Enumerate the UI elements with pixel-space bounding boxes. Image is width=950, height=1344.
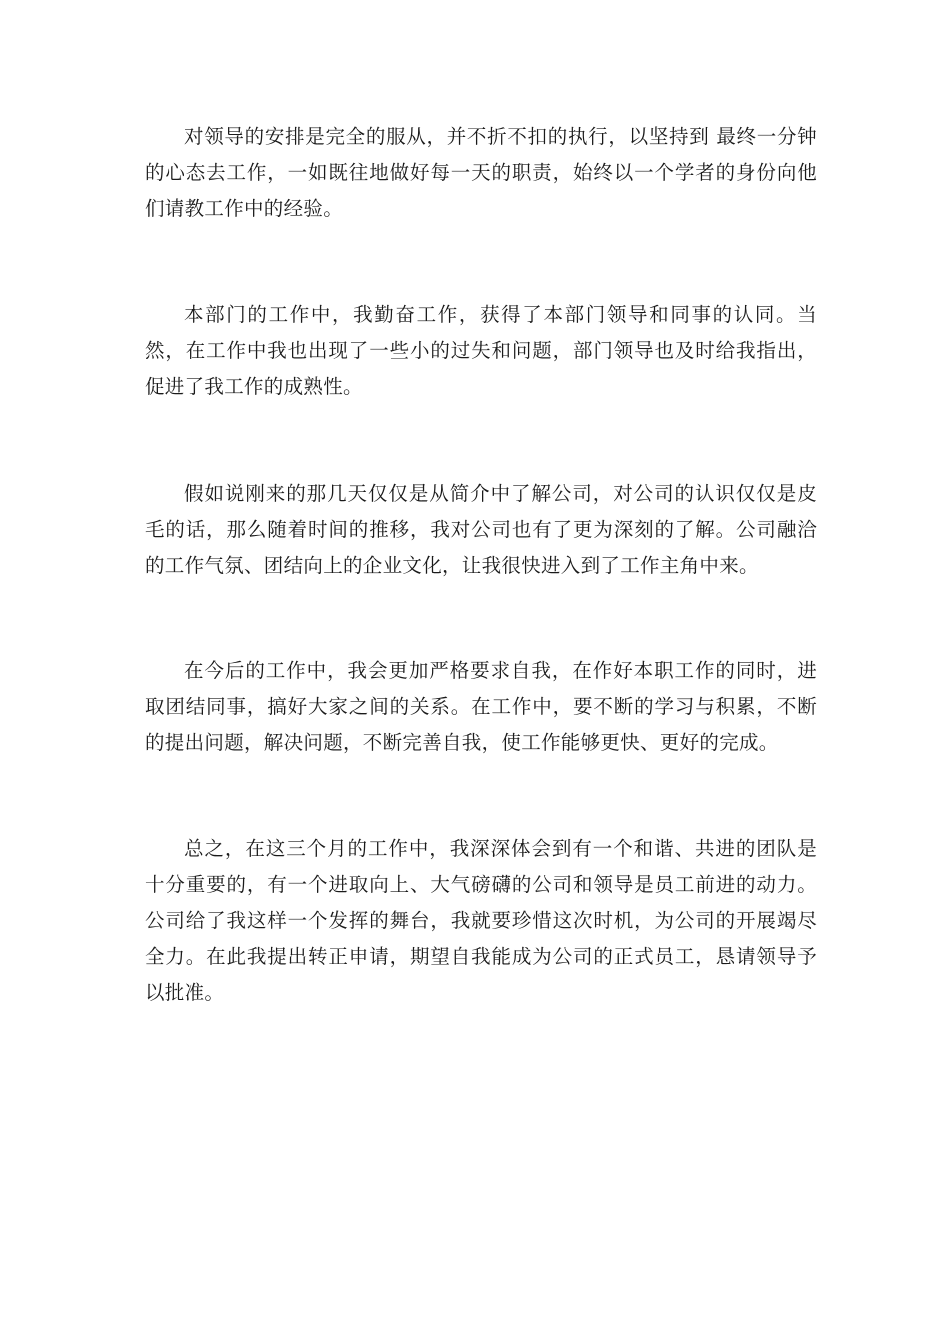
paragraph-obedience: 对领导的安排是完全的服从，并不折不扣的执行，以坚持到 最终一分钟 的心态去工作，一如既往地做好每一天的职责，始终以一个学者的身份向他们请教工作中的经验。 bbox=[145, 125, 817, 220]
paragraph-company-understanding: 假如说刚来的那几天仅仅是从简介中了解公司，对公司的认识仅仅是皮毛的话，那么随着时间的推移，我对公司也有了更为深刻的了解。公司融洽的工作气氛、团结向上的企业文化，让我很快进入到了工作主角中来。 bbox=[145, 482, 817, 577]
paragraph-conclusion: 总之，在这三个月的工作中，我深深体会到有一个和谐、共进的团队是十分重要的，有一个进取向上、大气磅礴的公司和领导是员工前进的动力。公司给了我这样一个发挥的舞台，我就要珍惜这次时机，为公司的开展竭尽全力。在此我提出转正申请，期望自我能成为公司的正式员工，恳请领导予以批准。 bbox=[145, 837, 817, 1004]
paragraph-department-work: 本部门的工作中，我勤奋工作，获得了本部门领导和同事的认同。当然，在工作中我也出现了一些小的过失和问题，部门领导也及时给我指出，促进了我工作的成熟性。 bbox=[145, 303, 817, 398]
paragraph-future-work: 在今后的工作中，我会更加严格要求自我，在作好本职工作的同时，进取团结同事，搞好大家之间的关系。在工作中，要不断的学习与积累，不断的提出问题，解决问题，不断完善自我，使工作能够更快、更好的完成。 bbox=[145, 659, 817, 754]
